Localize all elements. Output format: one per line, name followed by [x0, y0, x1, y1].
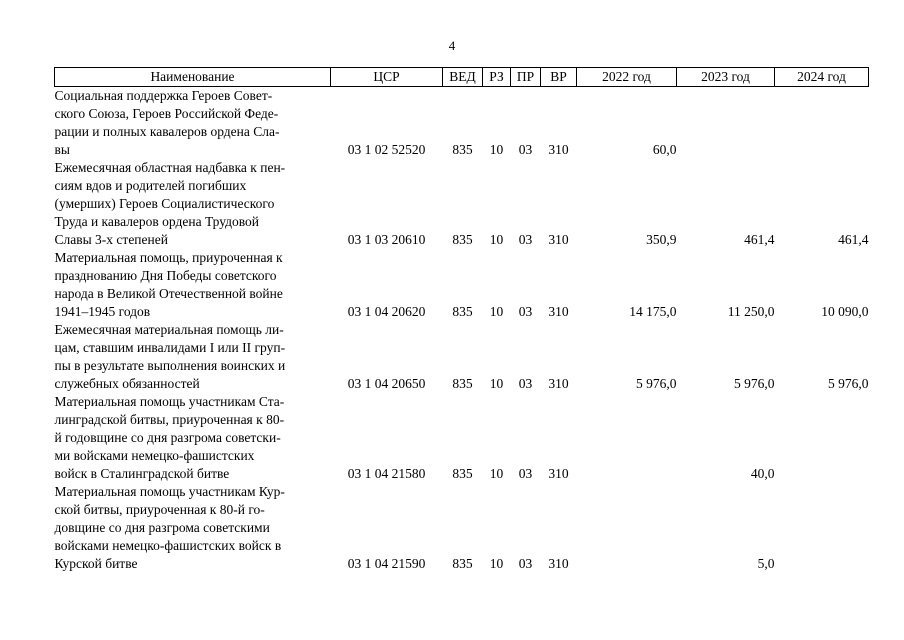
name-line: й годовщине со дня разгрома советски-	[54, 430, 281, 445]
name-line: пы в результате выполнения воинских и	[54, 358, 286, 373]
row-pr: 03	[518, 232, 533, 247]
name-line: Материальная помощь участникам Ста-	[54, 394, 285, 409]
row-csr: 03 1 02 52520	[347, 142, 426, 157]
name-line: народа в Великой Отечественной войне	[54, 286, 283, 301]
budget-table	[54, 67, 869, 573]
table-row	[55, 87, 869, 160]
header-csr: ЦСР	[331, 68, 443, 87]
table-row	[55, 321, 869, 393]
name-line: Славы 3-х степеней	[54, 232, 168, 247]
header-vr: ВР	[541, 68, 577, 87]
name-line: празднованию Дня Победы советского	[54, 268, 277, 283]
row-2024: 10 090,0	[821, 304, 869, 319]
header-ved: ВЕД	[443, 68, 483, 87]
row-2023: 11 250,0	[727, 304, 775, 319]
row-rz: 10	[489, 376, 504, 391]
name-line: сиям вдов и родителей погибших	[54, 178, 247, 193]
row-rz: 10	[489, 466, 504, 481]
row-rz: 10	[489, 304, 504, 319]
name-line: Социальная поддержка Героев Совет-	[54, 88, 273, 103]
header-pr: ПР	[511, 68, 541, 87]
row-2024: 5 976,0	[828, 376, 869, 391]
table-row	[55, 249, 869, 321]
row-csr: 03 1 03 20610	[347, 232, 426, 247]
name-line: Труда и кавалеров ордена Трудовой	[54, 214, 260, 229]
row-ved: 835	[452, 556, 473, 571]
row-name	[55, 483, 331, 573]
row-ved: 835	[452, 376, 473, 391]
row-pr: 03	[518, 304, 533, 319]
row-2024: 461,4	[838, 232, 869, 247]
row-rz: 10	[489, 142, 504, 157]
table-row	[55, 483, 869, 573]
row-vr: 310	[548, 142, 569, 157]
header-2023: 2023 год	[677, 68, 775, 87]
row-2022: 14 175,0	[629, 304, 677, 319]
row-ved: 835	[452, 232, 473, 247]
row-2022: 5 976,0	[636, 376, 677, 391]
row-2023: 5,0	[757, 556, 775, 571]
row-2022	[577, 483, 677, 573]
name-line: линградской битвы, приуроченная к 80-	[54, 412, 285, 427]
name-line: ского Союза, Героев Российской Феде-	[54, 106, 279, 121]
row-2022	[577, 393, 677, 483]
row-name	[55, 393, 331, 483]
name-line: служебных обязанностей	[54, 376, 200, 391]
name-line: войсками немецко-фашистских войск в	[54, 538, 282, 553]
row-rz: 10	[489, 556, 504, 571]
row-name	[55, 159, 331, 249]
row-pr: 03	[518, 466, 533, 481]
name-line: 1941–1945 годов	[54, 304, 151, 319]
row-pr: 03	[518, 556, 533, 571]
row-csr: 03 1 04 20620	[347, 304, 426, 319]
row-csr: 03 1 04 20650	[347, 376, 426, 391]
row-vr: 310	[548, 304, 569, 319]
name-line: Ежемесячная материальная помощь ли-	[54, 322, 284, 337]
row-name	[55, 87, 331, 160]
header-2022: 2022 год	[577, 68, 677, 87]
row-ved: 835	[452, 142, 473, 157]
page-number: 4	[448, 38, 456, 53]
row-name	[55, 249, 331, 321]
table-row	[55, 393, 869, 483]
row-vr: 310	[548, 232, 569, 247]
name-line: ской битвы, приуроченная к 80-й го-	[54, 502, 265, 517]
row-ved: 835	[452, 304, 473, 319]
header-2024: 2024 год	[775, 68, 869, 87]
name-line: довщине со дня разгрома советскими	[54, 520, 270, 535]
row-vr: 310	[548, 556, 569, 571]
row-csr: 03 1 04 21590	[347, 556, 426, 571]
name-line: цам, ставшим инвалидами I или II груп-	[54, 340, 286, 355]
row-2023: 5 976,0	[734, 376, 775, 391]
row-pr: 03	[518, 376, 533, 391]
row-name	[55, 321, 331, 393]
header-name: Наименование	[55, 68, 331, 87]
name-line: войск в Сталинградской битве	[54, 466, 230, 481]
name-line: Ежемесячная областная надбавка к пен-	[54, 160, 286, 175]
name-line: (умерших) Героев Социалистического	[54, 196, 275, 211]
name-line: Материальная помощь, приуроченная к	[54, 250, 283, 265]
name-line: рации и полных кавалеров ордена Сла-	[54, 124, 280, 139]
row-csr: 03 1 04 21580	[347, 466, 426, 481]
row-2023: 40,0	[750, 466, 775, 481]
table-header-row	[55, 68, 869, 87]
row-ved: 835	[452, 466, 473, 481]
row-2022: 60,0	[652, 142, 677, 157]
header-rz: РЗ	[483, 68, 511, 87]
table-row	[55, 159, 869, 249]
name-line: вы	[54, 142, 70, 157]
row-pr: 03	[518, 142, 533, 157]
row-2024	[775, 87, 869, 160]
row-vr: 310	[548, 466, 569, 481]
row-2023	[677, 87, 775, 160]
row-2024	[775, 483, 869, 573]
row-2022: 350,9	[646, 232, 677, 247]
row-2023: 461,4	[744, 232, 775, 247]
row-rz: 10	[489, 232, 504, 247]
name-line: Материальная помощь участникам Кур-	[54, 484, 285, 499]
name-line: Курской битве	[54, 556, 138, 571]
name-line: ми войсками немецко-фашистских	[54, 448, 255, 463]
row-2024	[775, 393, 869, 483]
row-vr: 310	[548, 376, 569, 391]
